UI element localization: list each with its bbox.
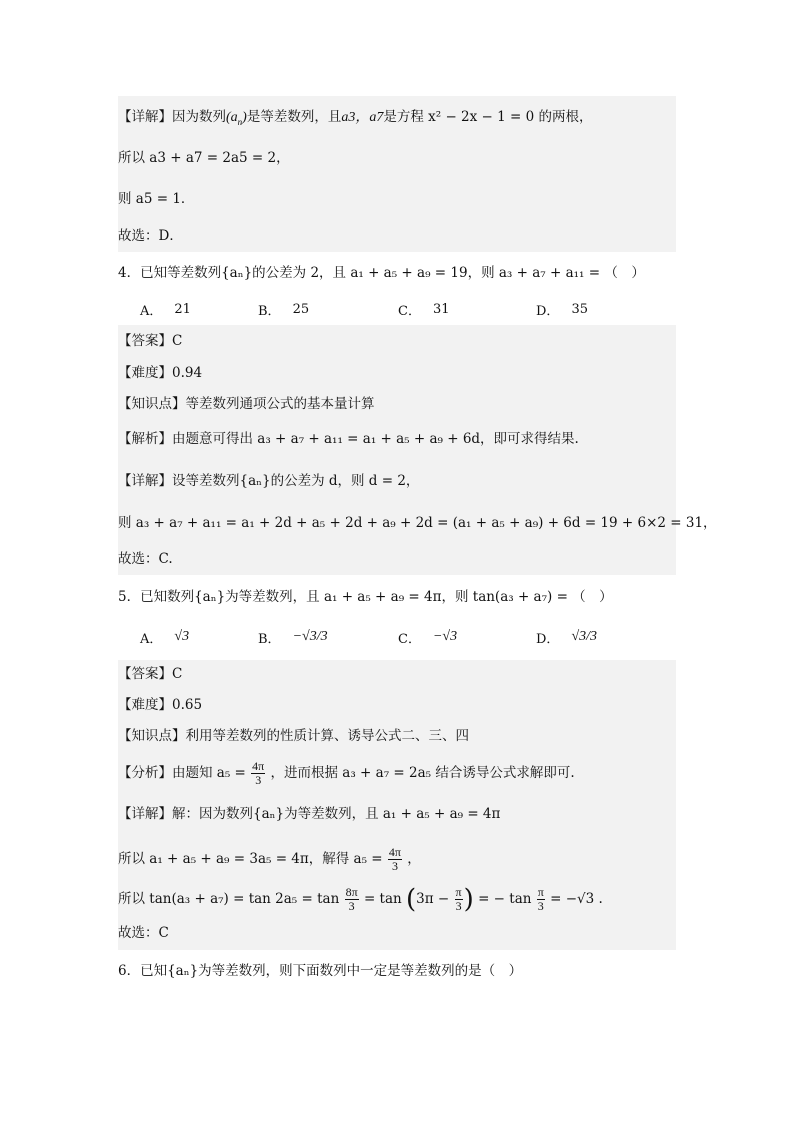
detail-line: 所以 a3 + a7 = 2a5 = 2， xyxy=(118,150,290,166)
option-d: D． 35 xyxy=(536,301,588,319)
detail-line: 【详解】因为数列$(a_n)$是等差数列，且a3，a7是方程 x² − 2x − 1 = 0 的两根， xyxy=(118,109,593,127)
option-c: C． −√3 xyxy=(398,629,458,647)
knowledge-line: 【知识点】等差数列通项公式的基本量计算 xyxy=(118,396,375,412)
detail-line: 【详解】设等差数列{aₙ}的公差为 d，则 d = 2， xyxy=(118,473,420,489)
option-c: C． 31 xyxy=(398,301,450,319)
fraction: $\frac{\pi}{3}$ xyxy=(455,885,462,913)
question-5-stem: 5．已知数列{aₙ}为等差数列，且 a₁ + a₅ + a₉ = 4π，则 tan(a₃ + a₇) = （ ） xyxy=(118,589,613,605)
option-d: D． √3/3 xyxy=(536,629,598,647)
analysis-line: 【分析】由题知 a₅ = $\frac{4\pi}{3}$ ，进而根据 a₃ + a₇ = 2a₅ 结合诱导公式求解即可. xyxy=(118,759,575,787)
option-b: B． 25 xyxy=(258,301,310,319)
question-4-stem: 4．已知等差数列{aₙ}的公差为 2，且 a₁ + a₅ + a₉ = 19，则 a₃ + a₇ + a₁₁ = （ ） xyxy=(118,265,645,281)
option-b: B． −√3/3 xyxy=(258,629,328,647)
detail-line: 则 a5 = 1． xyxy=(118,191,195,207)
question-6-stem: 6．已知{aₙ}为等差数列，则下面数列中一定是等差数列的是（ ） xyxy=(118,963,523,979)
detail-line: 所以 a₁ + a₅ + a₉ = 3a₅ = 4π，解得 a₅ = $\frac{4\pi}{3}$ ， xyxy=(118,845,421,873)
difficulty-line: 【难度】0.65 xyxy=(118,697,203,713)
answer-line: 【答案】C xyxy=(118,333,183,349)
fraction: $\frac{\pi}{3}$ xyxy=(537,885,544,913)
fraction: $\frac{8\pi}{3}$ xyxy=(345,885,358,913)
option-a: A． √3 xyxy=(140,629,190,647)
detail-line: 则 a₃ + a₇ + a₁₁ = a₁ + 2d + a₅ + 2d + a₉ + 2d = (a₁ + a₅ + a₉) + 6d = 19 + 6×2 = 31， xyxy=(118,515,717,531)
option-a: A． 21 xyxy=(140,301,191,319)
detail-line: 【详解】解：因为数列{aₙ}为等差数列，且 a₁ + a₅ + a₉ = 4π xyxy=(118,806,501,822)
knowledge-line: 【知识点】利用等差数列的性质计算、诱导公式二、三、四 xyxy=(118,728,469,744)
choose-line: 故选：C. xyxy=(118,551,173,567)
detail-line: 所以 tan(a₃ + a₇) = tan 2a₅ = tan $\frac{8\pi}{3}$ = tan (3π − $\frac{\pi}{3}$ ) = − tan $\frac{\pi}{3}$ = −√3 . xyxy=(118,884,603,915)
answer-line: 【答案】C xyxy=(118,666,183,682)
question-4-options xyxy=(118,292,638,326)
analysis-line: 【解析】由题意可得出 a₃ + a₇ + a₁₁ = a₁ + a₅ + a₉ + 6d，即可求得结果. xyxy=(118,431,579,447)
fraction: $\frac{4\pi}{3}$ xyxy=(252,759,265,787)
difficulty-line: 【难度】0.94 xyxy=(118,365,203,381)
choose-line: 故选：C xyxy=(118,925,169,941)
question-5-options xyxy=(118,620,638,654)
choose-line: 故选：D． xyxy=(118,228,183,244)
fraction: $\frac{4\pi}{3}$ xyxy=(388,845,401,873)
